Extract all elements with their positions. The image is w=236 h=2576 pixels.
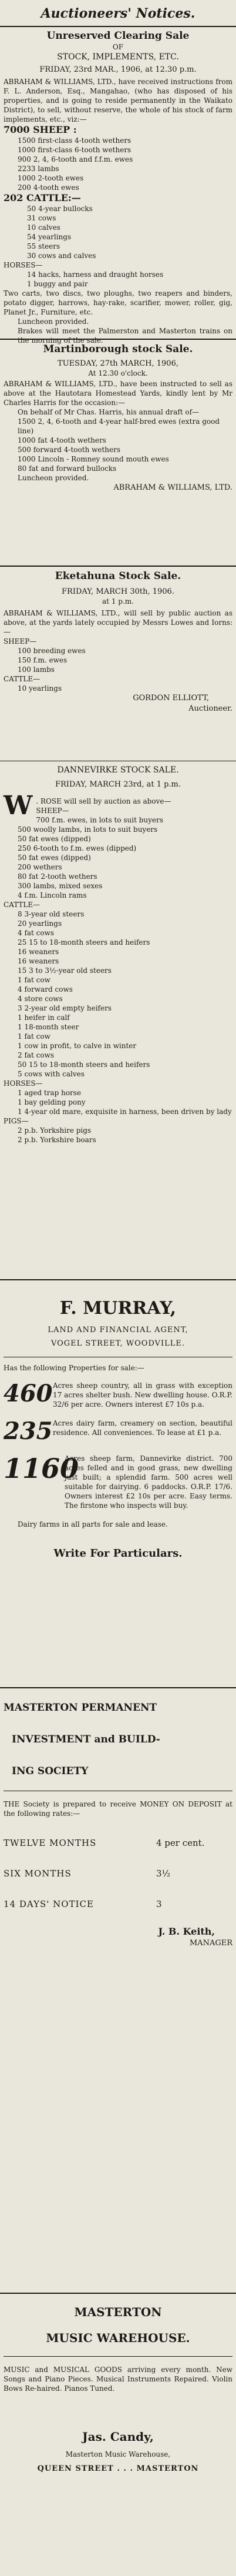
rate-value: 3½	[156, 1868, 171, 1879]
music-heading2: MUSIC WAREHOUSE.	[46, 2331, 190, 2345]
clearing-sale-body: ABRAHAM & WILLIAMS, LTD., have received instructions from F. L. Anderson, Esq., Mangahao, (who has disposed of his properties, and is going to reside permanently in the Waikato District), to sell, without reserve, the whole of his stock of farm implements, etc., viz:—	[4, 78, 232, 123]
list-item: 54 yearlings	[27, 233, 72, 241]
cattle-heading: 202 CATTLE:—	[4, 192, 81, 203]
horses-heading: HORSES—	[4, 261, 43, 269]
divider	[0, 339, 236, 340]
eketahuna-date: FRIDAY, MARCH 30th, 1906.	[62, 587, 174, 596]
list-item: 900 2, 4, 6-tooth and f.f.m. ewes	[18, 155, 133, 163]
dannevirke-notice	[4, 764, 232, 1270]
list-item: 100 breeding ewes	[18, 647, 86, 655]
murray-notice	[4, 1285, 232, 1650]
horses-list	[4, 1088, 232, 1116]
society-sign-name: J. B. Keith,	[158, 1926, 215, 1937]
list-item: 20 yearlings	[18, 919, 62, 928]
list-item: 16 weaners	[18, 948, 59, 956]
list-item: 250 6-tooth to f.m. ewes (dipped)	[18, 844, 137, 852]
list-item: 1 aged trap horse	[18, 1089, 82, 1097]
list-item: 2 p.b. Yorkshire boars	[18, 1136, 96, 1144]
dannevirke-heading: DANNEVIRKE STOCK SALE.	[57, 765, 179, 775]
table-row	[4, 1866, 232, 1881]
list-item: 50 fat ewes (dipped)	[18, 835, 91, 843]
list-item: 4 store cows	[18, 995, 63, 1003]
horses-list	[4, 270, 232, 289]
martinborough-list	[4, 417, 232, 473]
martinborough-heading: Martinborough stock Sale.	[43, 343, 193, 355]
martinborough-behalf: On behalf of Mr Chas. Harris, his annual draft of—	[18, 408, 200, 416]
list-item: 5 cows with calves	[18, 1070, 85, 1078]
clearing-sale-notice	[4, 29, 232, 344]
cattle-heading: CATTLE—	[4, 675, 41, 683]
list-item: 10 calves	[27, 223, 60, 232]
list-item: 1 bay gelding pony	[18, 1098, 86, 1106]
list-item: 200 4-tooth ewes	[18, 183, 79, 192]
list-item: 30 cows and calves	[27, 252, 96, 260]
martinborough-body: ABRAHAM & WILLIAMS, LTD., have been instructed to sell as above at the Hautotara Homestead Yards, kindly lent by Mr Charles Harris for the occasion:—	[4, 380, 232, 407]
list-item: 4 forward cows	[18, 985, 73, 993]
martinborough-date: TUESDAY, 27th MARCH, 1906,	[57, 359, 178, 368]
pigs-list	[4, 1126, 232, 1145]
divider	[0, 26, 236, 27]
list-item: 3 2-year old empty heifers	[18, 1004, 112, 1012]
list-item: 50 fat ewes (dipped)	[18, 854, 91, 862]
listing-text: Acres sheep country, all in grass with exception 17 acres shelter bush. New dwelling house. O.R.P. 32/6 per acre. Owners interest £7 10s p.a.	[53, 1381, 232, 1409]
table-row	[4, 1836, 232, 1850]
list-item: 2 fat cows	[18, 1051, 55, 1059]
divider	[0, 566, 236, 567]
society-heading-line1	[4, 1699, 232, 1717]
rates-table	[4, 1836, 232, 1911]
dannevirke-date: FRIDAY, MARCH 23rd, at 1 p.m.	[55, 780, 181, 789]
divider	[0, 1279, 236, 1280]
list-item: 1 fat cow	[18, 976, 50, 984]
martinborough-luncheon: Luncheon provided.	[18, 474, 89, 482]
list-item: 1500 2, 4, 6-tooth and 4-year half-bred ewes (extra good line)	[18, 417, 220, 435]
society-body: THE Society is prepared to receive MONEY ON DEPOSIT at the following rates:—	[4, 1800, 232, 1818]
list-item: 1 cow in profit, to calve in winter	[18, 1042, 137, 1050]
list-item: 500 forward 4-tooth wethers	[18, 446, 121, 454]
list-item: 2 p.b. Yorkshire pigs	[18, 1126, 92, 1135]
rate-term: TWELVE MONTHS	[4, 1838, 97, 1848]
listing-acreage: 460	[4, 1380, 53, 1407]
list-item: 100 lambs	[18, 665, 55, 674]
list-item: 50 4-year bullocks	[27, 205, 93, 213]
music-warehouse-notice	[4, 2300, 232, 2570]
list-item: 14 hacks, harness and draught horses	[27, 270, 164, 279]
list-item: 1500 first-class 4-tooth wethers	[18, 136, 132, 145]
list-item: 16 weaners	[18, 957, 59, 965]
column-title	[4, 5, 232, 22]
murray-cta: Write For Particulars.	[53, 1547, 183, 1560]
list-item: 300 lambs, mixed sexes	[18, 882, 103, 890]
list-item: 1000 first-class 6-tooth wethers	[18, 146, 132, 154]
clearing-sale-of: OF	[112, 43, 124, 51]
rate-term: SIX MONTHS	[4, 1868, 72, 1879]
sheep-heading: 7000 SHEEP :	[4, 124, 77, 135]
table-row	[4, 1897, 232, 1911]
listing-text: Acres sheep farm, Dannevirke district. 700 acres felled and in good grass, new dwelling just built; a splendid farm. 500 acres well suitable for dairying. 6 paddocks. O.R.P. 17/6. Owners interest £2 10s per acre. Easy terms. The firstone who inspects will buy.	[65, 1454, 232, 1510]
eketahuna-sign-role: Auctioneer.	[188, 704, 232, 713]
murray-name: F. MURRAY,	[59, 1298, 177, 1319]
divider	[0, 1687, 236, 1688]
list-item: 15 3 to 3½-year old steers	[18, 966, 112, 975]
list-item: 200 wethers	[18, 863, 62, 871]
list-item: 10 yearlings	[18, 684, 62, 692]
martinborough-time: At 12.30 o'clock.	[88, 369, 148, 377]
murray-dairy: Dairy farms in all parts for sale and lease.	[18, 1520, 168, 1528]
clearing-sale-heading: Unreserved Clearing Sale	[46, 30, 190, 42]
sheep-heading: SHEEP—	[4, 637, 37, 645]
list-item: 4 fat cows	[18, 929, 55, 937]
list-item: 1000 Lincoln - Romney sound mouth ewes	[18, 455, 169, 463]
rate-value: 3	[156, 1899, 162, 1909]
list-item: 1000 2-tooth ewes	[18, 174, 84, 182]
eketahuna-notice	[4, 569, 232, 757]
clearing-sale-tail: Two carts, two discs, two ploughs, two reapers and binders, potato digger, harrows, hay-rake, scarifier, mower, roller, gig, Planet Jr., Furniture, etc.	[4, 289, 232, 316]
sheep-list	[4, 646, 232, 674]
sheep-list	[4, 815, 232, 900]
music-sign-addr: QUEEN STREET . . . MASTERTON	[37, 2464, 199, 2473]
listing-text: Acres dairy farm, creamery on section, beautiful residence. All conveniences. To lease at £1 p.a.	[53, 1419, 232, 1437]
list-item: 1 heifer in calf	[18, 1013, 70, 1022]
clearing-sale-date: FRIDAY, 23rd MAR., 1906, at 12.30 p.m.	[39, 65, 197, 74]
clearing-sale-luncheon: Luncheon provided.	[18, 317, 89, 326]
list-item: 1000 fat 4-tooth wethers	[18, 436, 106, 444]
list-item: 500 woolly lambs, in lots to suit buyers	[18, 825, 158, 834]
column-title-text: Auctioneers' Notices.	[41, 6, 195, 21]
cattle-list	[4, 684, 232, 693]
dannevirke-lead-text: . ROSE will sell by auction as above—	[36, 797, 171, 805]
rate-value: 4 per cent.	[156, 1838, 205, 1848]
list-item: 1 4-year old mare, exquisite in harness, been driven by lady	[18, 1108, 232, 1116]
eketahuna-body: ABRAHAM & WILLIAMS, LTD., will sell by public auction as above, at the yards lately occupied by Messrs Lowes and Iorns:—	[4, 609, 232, 636]
cattle-list	[4, 909, 232, 1079]
society-heading3: ING SOCIETY	[12, 1765, 89, 1777]
list-item: 4 f.m. Lincoln rams	[18, 891, 87, 899]
cattle-list	[4, 204, 232, 260]
murray-address: VOGEL STREET, WOODVILLE.	[50, 1339, 186, 1348]
list-item: 2233 lambs	[18, 165, 59, 173]
building-society-notice	[4, 1699, 232, 1975]
sheep-list	[4, 136, 232, 192]
list-item: 80 fat and forward bullocks	[18, 464, 117, 473]
society-heading2: INVESTMENT and BUILD-	[12, 1734, 160, 1745]
list-item: 55 steers	[27, 242, 60, 250]
society-heading1: MASTERTON PERMANENT	[4, 1702, 157, 1714]
music-sign-name: Jas. Candy,	[82, 2430, 154, 2444]
list-item: 25 15 to 18-month steers and heifers	[18, 938, 150, 946]
murray-role: LAND AND FINANCIAL AGENT,	[48, 1326, 188, 1334]
rate-term: 14 DAYS' NOTICE	[4, 1899, 94, 1909]
listing	[4, 1381, 232, 1409]
murray-intro: Has the following Properties for sale:—	[4, 1364, 144, 1372]
listing	[4, 1419, 232, 1444]
clearing-sale-sub: STOCK, IMPLEMENTS, ETC.	[57, 52, 179, 62]
eketahuna-time: at 1 p.m.	[102, 597, 134, 605]
list-item: 50 15 to 18-month steers and heifers	[18, 1060, 150, 1069]
martinborough-sign: ABRAHAM & WILLIAMS, LTD.	[113, 483, 232, 492]
list-item: 700 f.m. ewes, in lots to suit buyers	[36, 816, 163, 824]
cattle-heading: CATTLE—	[4, 901, 41, 909]
list-item: 8 3-year old steers	[18, 910, 85, 918]
list-item: 1 buggy and pair	[27, 280, 88, 288]
list-item: 150 f.m. ewes	[18, 656, 68, 664]
listing-acreage: 235	[4, 1417, 53, 1445]
sheep-heading: SHEEP—	[36, 807, 69, 815]
clearing-sale-brakes: Brakes will meet the Palmerston and Masterton trains on the morning of the sale.	[18, 327, 232, 344]
divider	[0, 2293, 236, 2294]
martinborough-notice	[4, 342, 232, 566]
list-item: 31 cows	[27, 214, 56, 222]
eketahuna-heading: Eketahuna Stock Sale.	[55, 570, 181, 582]
dropcap-letter: W	[4, 791, 33, 821]
music-body: MUSIC and MUSICAL GOODS arriving every month. New Songs and Piano Pieces. Musical Instruments Repaired. Violin Bows Re-haired. Pianos Tuned.	[4, 2366, 232, 2393]
list-item: 1 fat cow	[18, 1032, 50, 1041]
eketahuna-sign-name: GORDON ELLIOTT,	[133, 694, 209, 702]
list-item: 1 18-month steer	[18, 1023, 79, 1031]
pigs-heading: PIGS—	[4, 1117, 29, 1125]
listing-acreage: 1160	[4, 1453, 79, 1484]
divider	[4, 2356, 232, 2357]
music-sign-role: Masterton Music Warehouse,	[65, 2450, 171, 2458]
list-item: 80 fat 2-tooth wethers	[18, 872, 97, 881]
society-sign-role: MANAGER	[189, 1939, 232, 1948]
horses-heading: HORSES—	[4, 1079, 43, 1088]
music-heading1: MASTERTON	[74, 2305, 162, 2319]
listing	[4, 1454, 232, 1510]
